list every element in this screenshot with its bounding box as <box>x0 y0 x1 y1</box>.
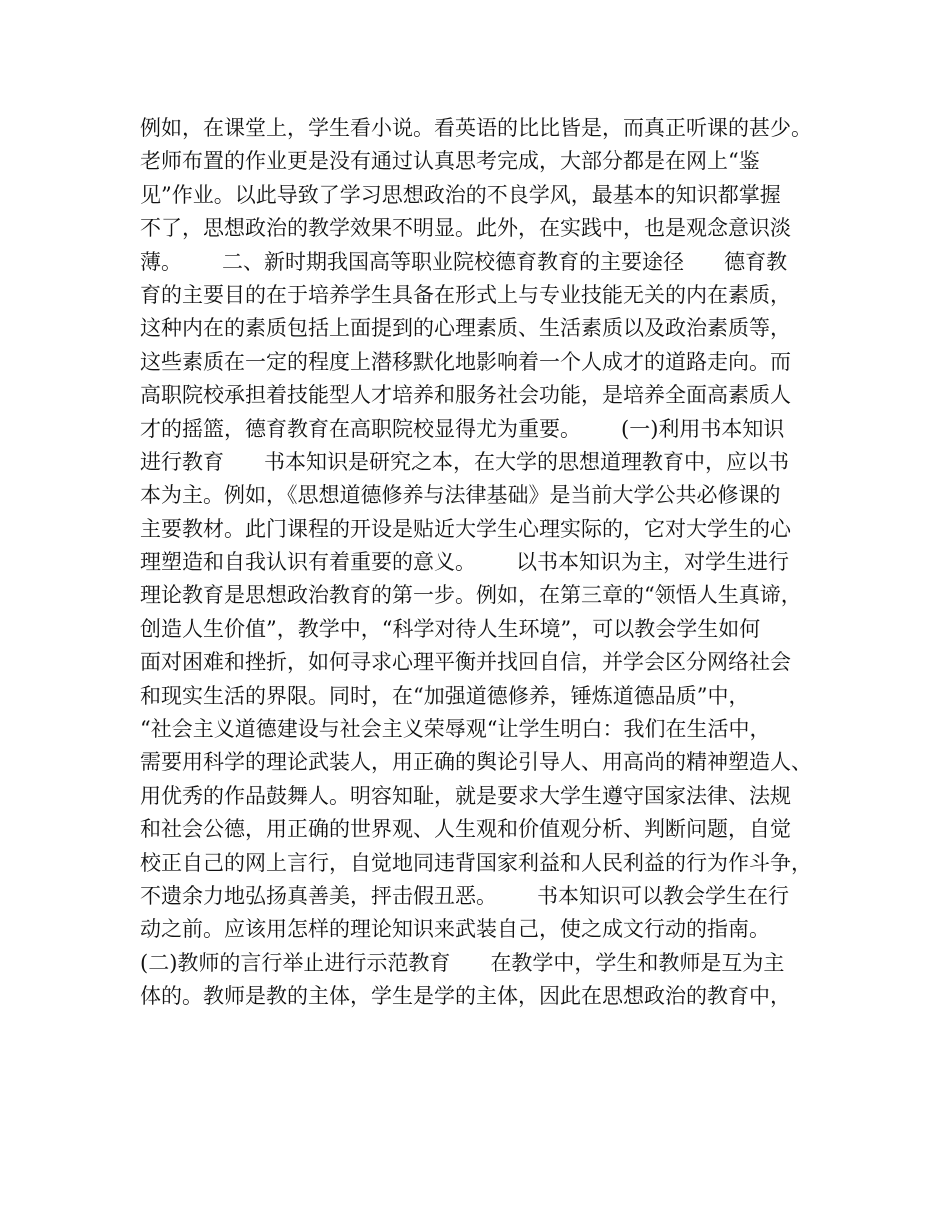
body-text <box>140 112 830 1014</box>
text-line: (二)教师的言行举止进行示范教育 在教学中，学生和教师是互为主 <box>140 950 785 975</box>
text-line: 不遗余力地弘扬真善美，抨击假丑恶。 书本知识可以教会学生在行 <box>140 883 790 908</box>
text-line: 主要教材。此门课程的开设是贴近大学生心理实际的，它对大学生的心 <box>140 516 791 541</box>
text-line: 创造人生价值”，教学中，“科学对待人生环境”，可以教会学生如何 <box>140 616 761 641</box>
text-line: 不了，思想政治的教学效果不明显。此外，在实践中，也是观念意识淡 <box>140 216 791 241</box>
text-line: “社会主义道德建设与社会主义荣辱观“让学生明白：我们在生活中， <box>140 717 771 742</box>
text-line: 和社会公德，用正确的世界观、人生观和价值观分析、判断问题，自觉 <box>140 817 791 842</box>
text-line: 理论教育是思想政治教育的第一步。例如，在第三章的“领悟人生真谛， <box>140 583 802 608</box>
text-line: 体的。教师是教的主体，学生是学的主体，因此在思想政治的教育中， <box>140 984 791 1009</box>
text-line: 本为主。例如，《思想道德修养与法律基础》是当前大学公共必修课的 <box>140 483 781 508</box>
text-line: 校正自己的网上言行，自觉地同违背国家利益和人民利益的行为作斗争， <box>140 850 812 875</box>
text-line: 这些素质在一定的程度上潜移默化地影响着一个人成才的道路走向。而 <box>140 349 791 374</box>
text-line: 育的主要目的在于培养学生具备在形式上与专业技能无关的内在素质， <box>140 282 791 307</box>
text-line: 见”作业。以此导致了学习思想政治的不良学风，最基本的知识都掌握 <box>140 182 781 207</box>
text-line: 需要用科学的理论武装人，用正确的舆论引导人、用高尚的精神塑造人、 <box>140 750 812 775</box>
text-line: 老师布置的作业更是没有通过认真思考完成，大部分都是在网上“鉴 <box>140 149 760 174</box>
text-line: 薄。 二、新时期我国高等职业院校德育教育的主要途径 德育教 <box>140 249 788 274</box>
text-line: 理塑造和自我认识有着重要的意义。 以书本知识为主，对学生进行 <box>140 550 790 575</box>
text-line: 这种内在的素质包括上面提到的心理素质、生活素质以及政治素质等， <box>140 316 791 341</box>
text-line: 用优秀的作品鼓舞人。明容知耻，就是要求大学生遵守国家法律、法规 <box>140 783 791 808</box>
text-line: 和现实生活的界限。同时，在“加强道德修养，锤炼道德品质”中， <box>140 683 750 708</box>
text-line: 面对困难和挫折，如何寻求心理平衡并找回自信，并学会区分网络社会 <box>140 650 791 675</box>
text-line: 动之前。应该用怎样的理论知识来武装自己，使之成文行动的指南。 <box>140 917 770 942</box>
text-line: 例如，在课堂上，学生看小说。看英语的比比皆是，而真正听课的甚少。 <box>140 116 812 140</box>
text-line: 进行教育 书本知识是研究之本，在大学的思想道理教育中，应以书 <box>140 449 790 474</box>
text-line: 高职院校承担着技能型人才培养和服务社会功能，是培养全面高素质人 <box>140 383 791 408</box>
text-line: 才的摇篮，德育教育在高职院校显得尤为重要。 (一)利用书本知识 <box>140 416 785 441</box>
